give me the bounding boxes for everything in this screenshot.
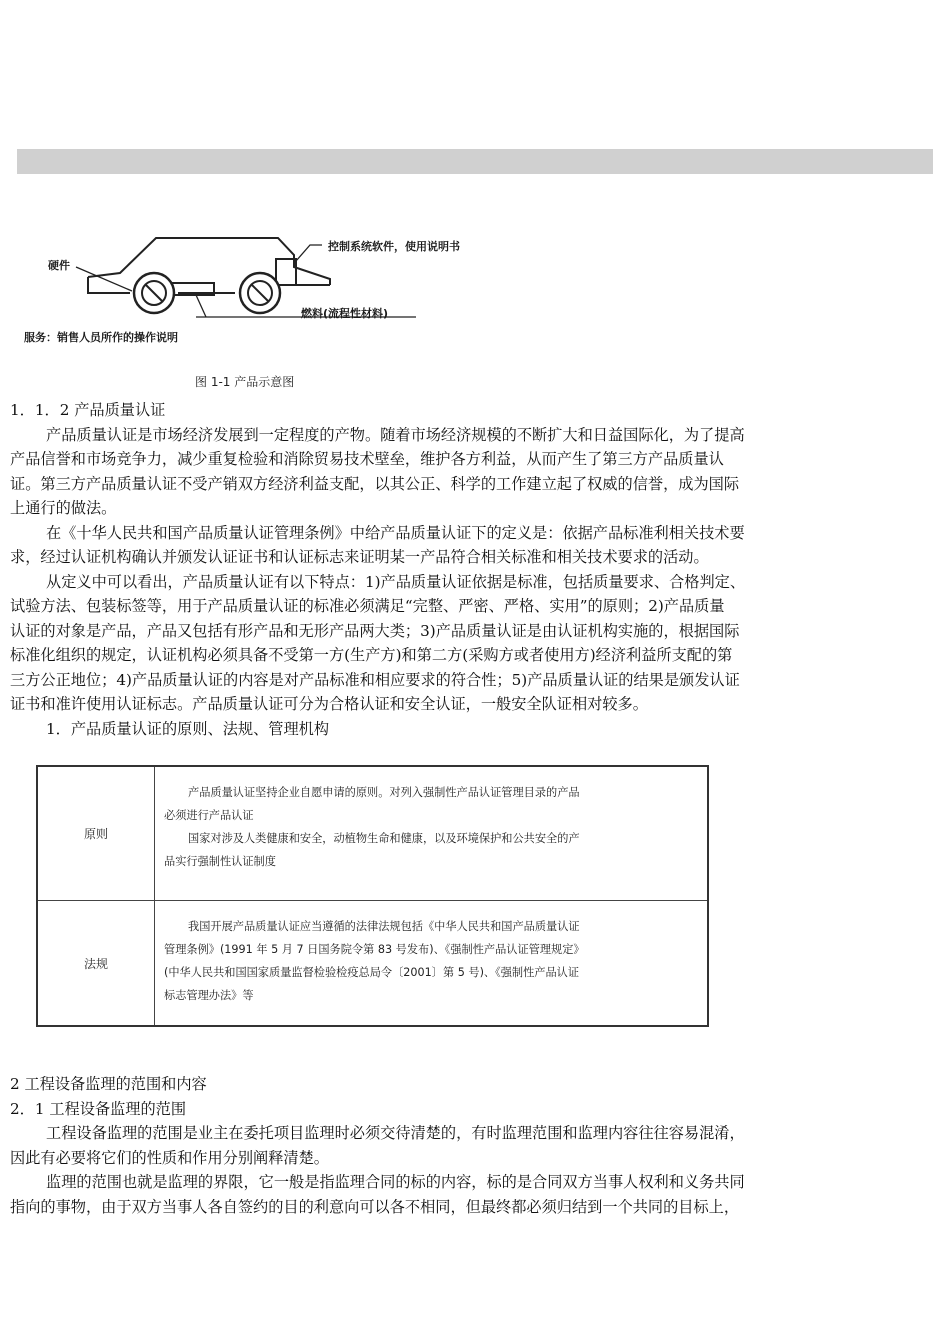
cell-line: 品实行强制性认证制度 (164, 855, 276, 868)
fuel-label: 燃料(流程性材料) (301, 307, 389, 320)
row-content (164, 915, 702, 1007)
figure-caption: 图 1-1 产品示意图 (195, 375, 295, 389)
section-heading: 1．1．2 产品质量认证 (10, 401, 166, 419)
principles-regulations-table (36, 765, 709, 1027)
service-label: 服务：销售人员所作的操作说明 (24, 331, 178, 344)
cell-line: 产品质量认证坚持企业自愿申请的原则。对列入强制性产品认证管理目录的产品 (188, 786, 580, 799)
table-row (38, 767, 707, 901)
paragraph-line: 指向的事物，由于双方当事人各自签约的目的利意向可以各不相同，但最终都必须归结到一个共同的目标上， (10, 1197, 739, 1216)
section-heading: 2 工程设备监理的范围和内容 (10, 1075, 207, 1093)
hardware-label: 硬件 (48, 259, 70, 272)
front-wheel (134, 273, 174, 313)
paragraph-line: 在《十华人民共和国产品质量认证管理条例》中给产品质量认证下的定义是：依据产品标准利相关技术要 (46, 523, 745, 542)
paragraph-line: 求，经过认证机构确认并颁发认证证书和认证标志来证明某一产品符合相关标准和相关技术要求的活动。 (10, 548, 709, 566)
list-item-heading: 1．产品质量认证的原则、法规、管理机构 (46, 719, 330, 738)
product-diagram (20, 225, 460, 395)
paragraph-line: 产品质量认证是市场经济发展到一定程度的产物。随着市场经济规模的不断扩大和日益国际化，为了提高 (46, 425, 745, 444)
paragraph-line: 产品信誉和市场竞争力，减少重复检验和消除贸易技术壁垒，维护各方利益，从而产生了第三方产品质量认 (10, 450, 724, 468)
cell-line: 管理条例》(1991 年 5 月 7 日国务院令第 83 号发布)、《强制性产品认证管理规定》 (164, 943, 585, 956)
cell-line: 我国开展产品质量认证应当遵循的法律法规包括《中华人民共和国产品质量认证 (188, 920, 580, 933)
paragraph-line: 试验方法、包装标签等，用于产品质量认证的标准必须满足“完整、严密、严格、实用”的原则；2)产品质量 (10, 597, 725, 615)
header-band (17, 149, 933, 174)
paragraph-line: 证书和准许使用认证标志。产品质量认证可分为合格认证和安全认证，一般安全队证相对较多。 (10, 695, 648, 713)
paragraph-line: 工程设备监理的范围是业主在委托项目监理时必须交待清楚的，有时监理范围和监理内容往往容易混淆， (46, 1124, 745, 1142)
section-1-1-2 (10, 398, 930, 741)
paragraph-line: 三方公正地位；4)产品质量认证的内容是对产品标准和相应要求的符合性；5)产品质量认证的结果是颁发认证 (10, 670, 740, 689)
paragraph-line: 从定义中可以看出，产品质量认证有以下特点：1)产品质量认证依据是标准，包括质量要求、合格判定、 (46, 572, 746, 591)
paragraph-line: 监理的范围也就是监理的界限，它一般是指监理合同的标的内容，标的是合同双方当事人权利和义务共同 (46, 1173, 745, 1191)
paragraph-line: 标准化组织的规定，认证机构必须具备不受第一方(生产方)和第二方(采购方或者使用方)经济利益所支配的第 (10, 646, 733, 664)
paragraph-line: 证。第三方产品质量认证不受产销双方经济利益支配，以其公正、科学的工作建立起了权威的信誉，成为国际 (10, 474, 739, 493)
cell-line: (中华人民共和国国家质量监督检验检疫总局令〔2001〕第 5 号)、《强制性产品认证 (164, 966, 580, 979)
paragraph-line: 因此有必要将它们的性质和作用分别阐释清楚。 (10, 1148, 329, 1167)
table-row (38, 901, 707, 1025)
subsection-heading: 2．1 工程设备监理的范围 (10, 1099, 187, 1118)
row-header-principle: 原则 (38, 767, 155, 900)
cell-line: 必须进行产品认证 (164, 809, 254, 822)
control-software-label: 控制系统软件，使用说明书 (328, 240, 460, 253)
paragraph-line: 上通行的做法。 (10, 499, 117, 517)
row-header-regulation: 法规 (38, 901, 155, 1025)
rear-wheel (240, 273, 280, 313)
paragraph-line: 认证的对象是产品，产品又包括有形产品和无形产品两大类；3)产品质量认证是由认证机构实施的，根据国际 (10, 621, 740, 640)
cell-line: 标志管理办法》等 (164, 989, 254, 1002)
section-2 (10, 1072, 930, 1219)
row-content (164, 781, 702, 873)
cell-line: 国家对涉及人类健康和安全，动植物生命和健康，以及环境保护和公共安全的产 (188, 832, 580, 845)
